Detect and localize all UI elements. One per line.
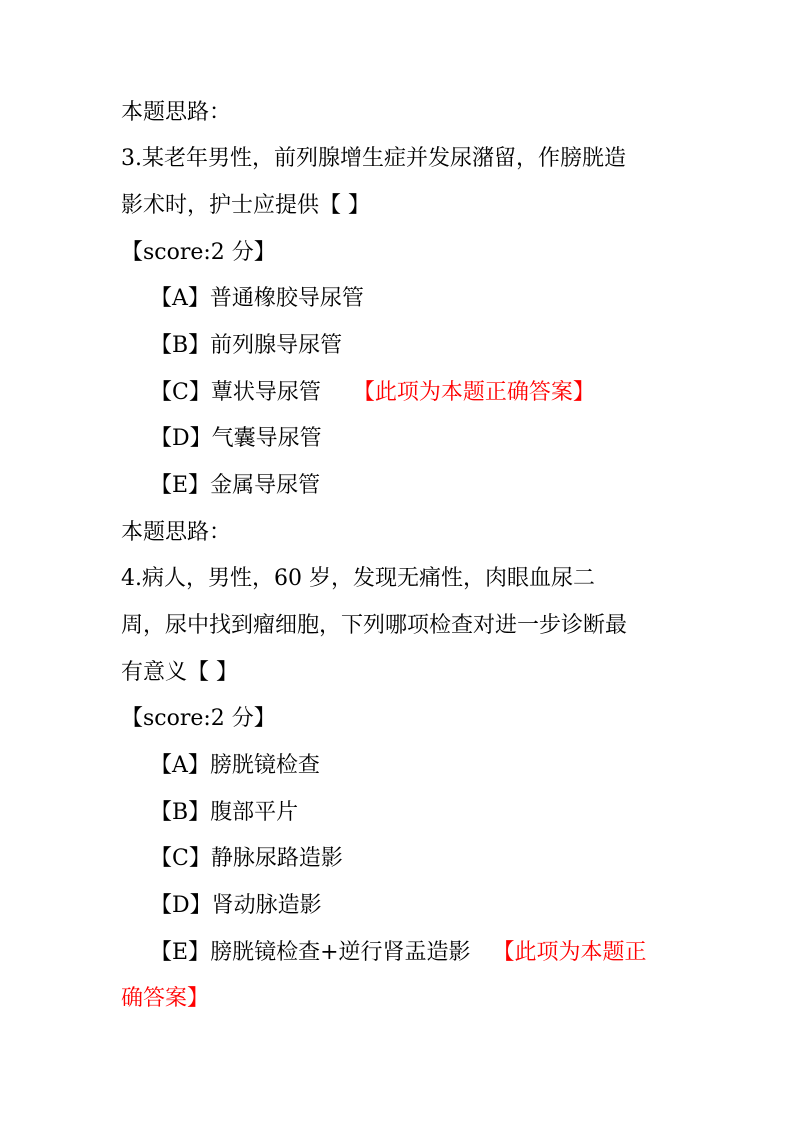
option-key: 【D】	[150, 893, 212, 918]
option-text: 静脉尿路造影	[210, 846, 343, 871]
option-key: 【A】	[150, 286, 210, 311]
question-4-stem-line-1: 4.病人，男性，60 岁，发现无痛性，肉眼血尿二	[121, 566, 595, 591]
question-4-option-b	[150, 798, 298, 828]
option-text: 膀胱镜检查+逆行肾盂造影	[210, 940, 471, 965]
question-4-stem-line-2: 周，尿中找到瘤细胞，下列哪项检查对进一步诊断最	[121, 613, 628, 638]
option-key: 【A】	[150, 753, 210, 778]
correct-answer-note-line-1: 【此项为本题正	[492, 940, 647, 965]
option-text: 气囊导尿管	[211, 426, 322, 451]
option-key: 【B】	[150, 800, 211, 825]
option-text: 腹部平片	[210, 800, 299, 825]
question-3-stem-line-1: 3.某老年男性，前列腺增生症并发尿潴留，作膀胱造	[121, 146, 626, 171]
analysis-label-q3: 本题思路：	[121, 520, 232, 545]
option-text: 膀胱镜检查	[209, 753, 320, 778]
question-3-option-b	[150, 331, 342, 361]
option-text: 肾动脉造影	[211, 893, 322, 918]
question-4-option-e	[150, 938, 647, 968]
question-3-option-a	[150, 284, 364, 314]
question-3-option-e	[150, 471, 320, 501]
option-key: 【B】	[150, 333, 211, 358]
option-key: 【D】	[150, 426, 212, 451]
option-text: 蕈状导尿管	[210, 380, 321, 405]
option-key: 【E】	[150, 473, 211, 498]
question-4-option-d	[150, 891, 322, 921]
question-4-option-c	[150, 844, 343, 874]
correct-answer-note-line-2: 确答案】	[121, 986, 210, 1011]
option-text: 普通橡胶导尿管	[209, 286, 364, 311]
question-3-option-c	[150, 378, 595, 408]
question-4-stem-line-3: 有意义【 】	[121, 660, 238, 685]
option-key: 【E】	[150, 940, 211, 965]
question-4-score: 【score:2 分】	[121, 706, 276, 731]
question-3-score: 【score:2 分】	[121, 240, 276, 265]
question-3-option-d	[150, 424, 322, 454]
option-key: 【C】	[150, 846, 211, 871]
option-key: 【C】	[150, 380, 211, 405]
question-3-stem-line-2: 影术时，护士应提供【 】	[121, 193, 370, 218]
analysis-label-q2: 本题思路：	[121, 100, 232, 125]
option-text: 前列腺导尿管	[210, 333, 343, 358]
correct-answer-note: 【此项为本题正确答案】	[352, 380, 595, 405]
option-text: 金属导尿管	[210, 473, 321, 498]
question-4-option-a	[150, 751, 320, 781]
